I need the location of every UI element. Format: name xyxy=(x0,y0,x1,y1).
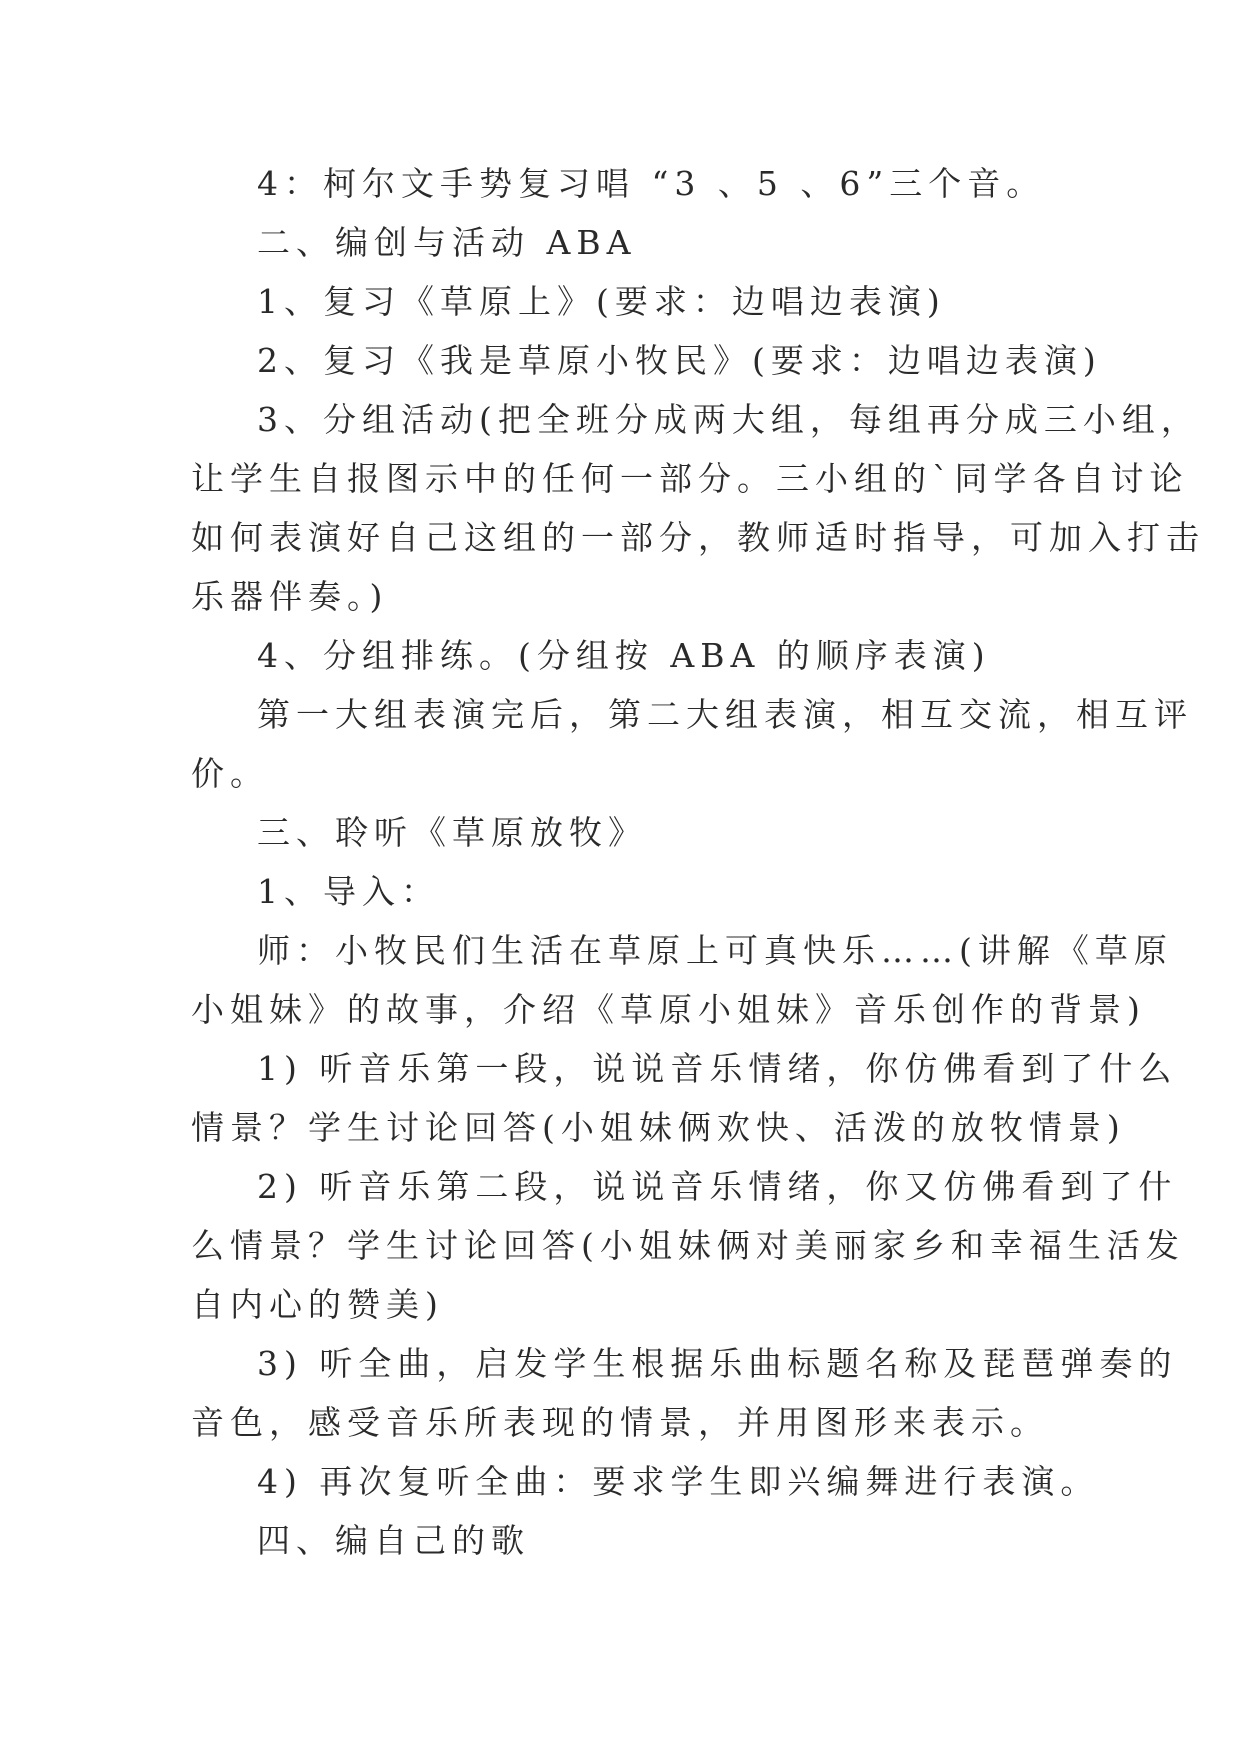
text-line: 让学生自报图示中的任何一部分。三小组的`同学各自讨论 xyxy=(191,459,1189,498)
paragraph xyxy=(191,1334,1178,1452)
paragraph xyxy=(191,862,1071,921)
text-line: 3、分组活动(把全班分成两大组，每组再分成三小组， xyxy=(257,400,1200,439)
text-line: 三、聆听《草原放牧》 xyxy=(257,813,647,852)
text-line: 第一大组表演完后，第二大组表演，相互交流，相互评 xyxy=(257,695,1193,734)
paragraph xyxy=(191,154,1071,213)
paragraph xyxy=(191,1452,1100,1511)
paragraph xyxy=(191,1157,1185,1334)
text-line: 1) 听音乐第一段，说说音乐情绪，你仿佛看到了什么 xyxy=(257,1049,1178,1088)
paragraph xyxy=(191,1039,1178,1157)
text-line: 2) 听音乐第二段，说说音乐情绪，你又仿佛看到了什 xyxy=(257,1167,1178,1206)
text-line: 1、导入： xyxy=(257,872,440,911)
paragraph xyxy=(191,1511,1071,1570)
paragraph xyxy=(191,921,1173,1039)
text-line: 2、复习《我是草原小牧民》(要求：边唱边表演) xyxy=(257,341,1102,380)
document-body xyxy=(191,154,1205,1570)
text-line: 价。 xyxy=(191,754,269,793)
paragraph xyxy=(191,390,1205,626)
paragraph xyxy=(191,213,1071,272)
paragraph xyxy=(191,626,1071,685)
paragraph xyxy=(191,272,1071,331)
paragraph xyxy=(191,685,1193,803)
text-line: 乐器伴奏。) xyxy=(191,577,389,616)
text-line: 4、分组排练。(分组按 ABA 的顺序表演) xyxy=(257,636,991,675)
paragraph xyxy=(191,331,1102,390)
text-line: 自内心的赞美) xyxy=(191,1285,444,1324)
text-line: 如何表演好自己这组的一部分，教师适时指导，可加入打击 xyxy=(191,518,1205,557)
text-line: 4) 再次复听全曲：要求学生即兴编舞进行表演。 xyxy=(257,1462,1100,1501)
text-line: 二、编创与活动 ABA xyxy=(257,223,637,262)
text-line: 3) 听全曲，启发学生根据乐曲标题名称及琵琶弹奏的 xyxy=(257,1344,1178,1383)
paragraph xyxy=(191,803,1071,862)
text-line: 情景？学生讨论回答(小姐妹俩欢快、活泼的放牧情景) xyxy=(191,1108,1126,1147)
text-line: 1、复习《草原上》(要求：边唱边表演) xyxy=(257,282,946,321)
text-line: 音色，感受音乐所表现的情景，并用图形来表示。 xyxy=(191,1403,1049,1442)
text-line: 四、编自己的歌 xyxy=(257,1521,530,1560)
text-line: 小姐妹》的故事，介绍《草原小姐妹》音乐创作的背景) xyxy=(191,990,1146,1029)
text-line: 师：小牧民们生活在草原上可真快乐……(讲解《草原 xyxy=(257,931,1173,970)
text-line: 4：柯尔文手势复习唱 “3 、5 、6”三个音。 xyxy=(257,164,1046,203)
text-line: 么情景？学生讨论回答(小姐妹俩对美丽家乡和幸福生活发 xyxy=(191,1226,1185,1265)
